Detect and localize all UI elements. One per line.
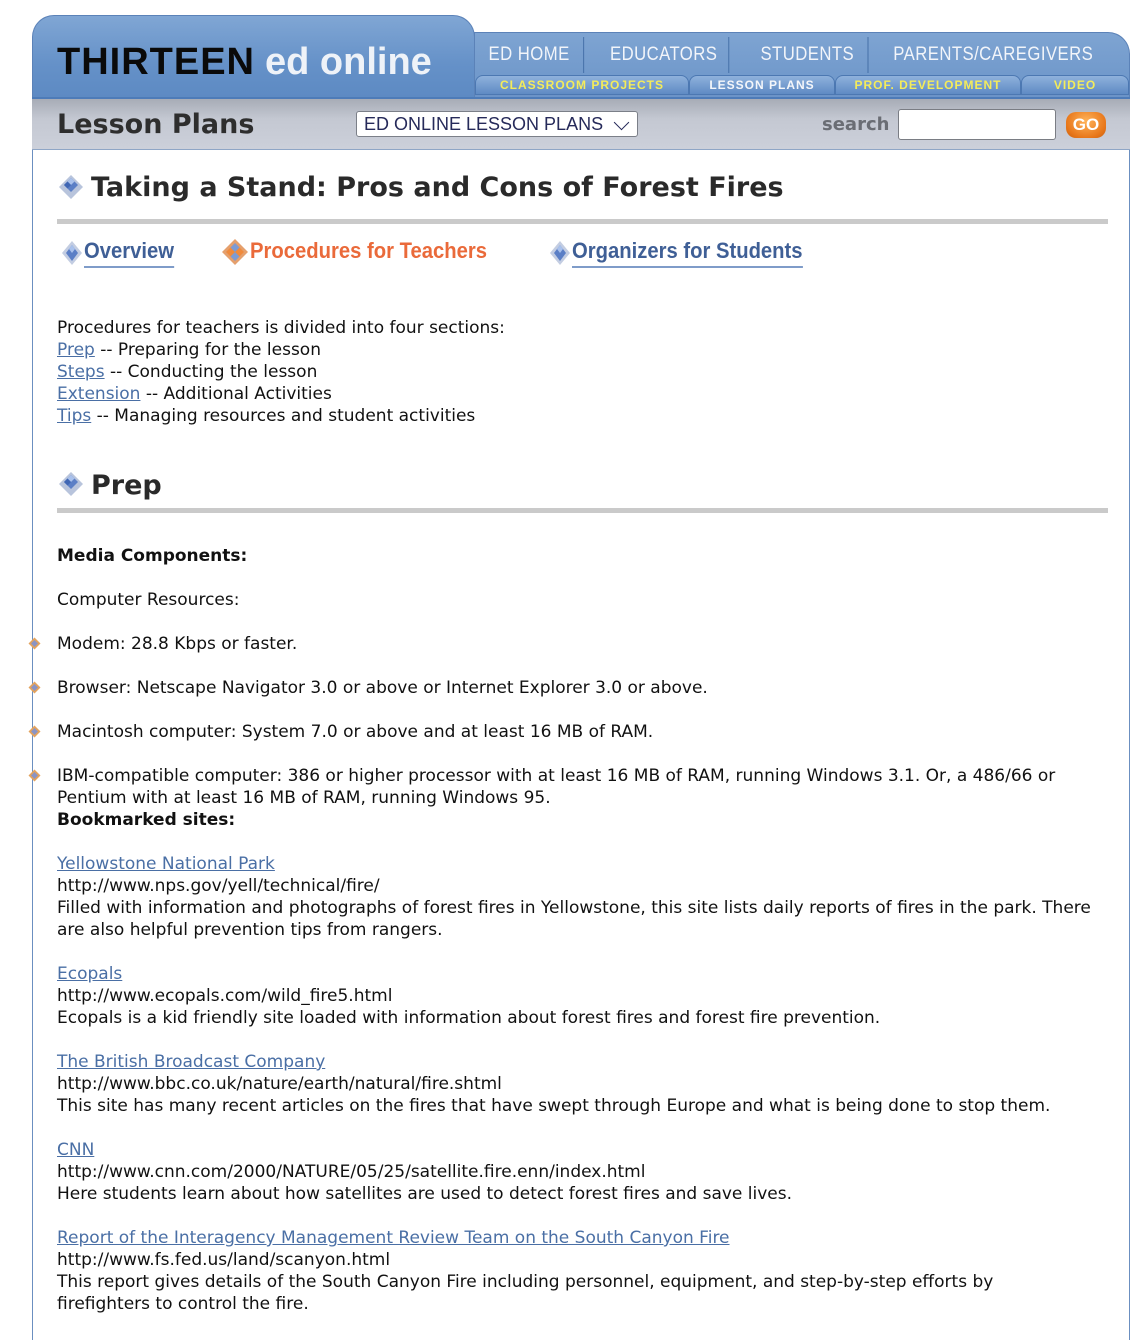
steps-link[interactable]: Steps — [57, 362, 105, 382]
section-link-row — [57, 361, 317, 383]
diamond-blue-icon — [58, 174, 84, 200]
site-entry — [57, 1051, 1117, 1117]
section-link-row — [57, 405, 475, 427]
requirement-item: Macintosh computer: System 7.0 or above and at least 16 MB of RAM. — [57, 722, 654, 742]
tab-label: Organizers for Students — [572, 238, 803, 268]
site-link-ecopals[interactable]: Ecopals — [57, 964, 123, 984]
tab-overview[interactable] — [60, 238, 182, 268]
intro-text: Procedures for teachers is divided into four sections: — [57, 318, 505, 338]
logo-thirteen: THIRTEEN — [57, 41, 255, 83]
site-entry — [57, 1227, 1057, 1315]
diamond-bullet-icon — [28, 637, 41, 650]
nav-educators[interactable] — [599, 37, 729, 73]
prep-heading: Prep — [91, 470, 162, 501]
site-description: This site has many recent articles on the fires that have swept through Europe and what is being done to stop them. — [57, 1096, 1051, 1116]
search-label: search — [822, 114, 890, 135]
site-link-yellowstone[interactable]: Yellowstone National Park — [57, 854, 275, 874]
nav-label: STUDENTS — [760, 44, 855, 65]
site-description: Here students learn about how satellites are used to detect forest fires and save lives. — [57, 1184, 793, 1204]
subnav-prof-development[interactable] — [835, 75, 1021, 95]
site-entry — [57, 963, 1117, 1029]
title-divider — [57, 219, 1108, 224]
section-desc: -- Additional Activities — [140, 384, 332, 404]
diamond-bullet-icon — [28, 725, 41, 738]
diamond-blue-icon — [58, 471, 84, 497]
diamond-bullet-icon — [28, 681, 41, 694]
logo-text — [57, 39, 432, 85]
site-url: http://www.bbc.co.uk/nature/earth/natural/fire.shtml — [57, 1074, 502, 1094]
prep-divider — [57, 508, 1108, 513]
nav-label: PARENTS/CAREGIVERS — [893, 44, 1094, 65]
site-url: http://www.ecopals.com/wild_fire5.html — [57, 986, 393, 1006]
chevron-down-icon — [614, 115, 630, 131]
subnav-classroom-projects[interactable] — [475, 75, 689, 95]
section-header-bar — [32, 97, 1130, 150]
site-select-value: ED ONLINE LESSON PLANS — [364, 113, 604, 134]
prep-link[interactable]: Prep — [57, 340, 95, 360]
bookmarked-sites-heading: Bookmarked sites: — [57, 810, 236, 830]
subnav-lesson-plans[interactable] — [689, 75, 835, 95]
subnav-video[interactable] — [1021, 75, 1129, 95]
sub-nav — [475, 75, 1129, 97]
subnav-label: LESSON PLANS — [709, 78, 815, 92]
nav-students[interactable] — [747, 37, 868, 73]
section-title: Lesson Plans — [57, 109, 255, 140]
diamond-blue-icon — [548, 239, 572, 267]
nav-parents-caregivers[interactable] — [885, 37, 1101, 73]
site-url: http://www.cnn.com/2000/NATURE/05/25/satellite.fire.enn/index.html — [57, 1162, 646, 1182]
requirement-item: Modem: 28.8 Kbps or faster. — [57, 634, 298, 654]
diamond-bullet-icon — [28, 769, 41, 782]
subnav-label: VIDEO — [1053, 78, 1097, 92]
page-title: Taking a Stand: Pros and Cons of Forest Fires — [91, 172, 784, 203]
go-button[interactable] — [1066, 112, 1106, 138]
requirement-item: IBM-compatible computer: 386 or higher processor with at least 16 MB of RAM, running Windows 3.1. Or, a 486/66 or Pentium with at least 16 MB of RAM, running Windows 95. — [57, 766, 1056, 808]
search-input[interactable] — [898, 109, 1056, 140]
diamond-blue-icon — [60, 239, 84, 267]
section-desc: -- Preparing for the lesson — [94, 340, 321, 360]
nav-label: EDUCATORS — [609, 44, 718, 65]
subnav-label: CLASSROOM PROJECTS — [499, 78, 664, 92]
section-desc: -- Conducting the lesson — [104, 362, 318, 382]
main-nav — [475, 37, 1131, 73]
tab-organizers-for-students[interactable] — [548, 238, 823, 268]
extension-link[interactable]: Extension — [57, 384, 141, 404]
tab-procedures-for-teachers[interactable] — [220, 238, 508, 266]
section-link-row — [57, 339, 321, 361]
site-link-south-canyon-report[interactable]: Report of the Interagency Management Review Team on the South Canyon Fire — [57, 1228, 730, 1248]
site-description: Filled with information and photographs of forest fires in Yellowstone, this site lists daily reports of fires in the park. There are also helpful prevention tips from rangers. — [57, 898, 1091, 940]
nav-ed-home[interactable] — [475, 37, 584, 73]
section-desc: -- Managing resources and student activities — [91, 406, 476, 426]
media-components-heading: Media Components: — [57, 546, 248, 566]
tips-link[interactable]: Tips — [57, 406, 92, 426]
site-description: Ecopals is a kid friendly site loaded with information about forest fires and forest fire prevention. — [57, 1008, 881, 1028]
section-link-row — [57, 383, 332, 405]
tab-label: Overview — [84, 238, 174, 268]
logo-ed-online: ed online — [265, 41, 432, 83]
top-navigation — [474, 32, 1130, 98]
site-description: This report gives details of the South Canyon Fire including personnel, equipment, and step-by-step efforts by firefighters to control the fire. — [57, 1272, 994, 1314]
site-select-dropdown[interactable] — [356, 111, 638, 137]
site-url: http://www.nps.gov/yell/technical/fire/ — [57, 876, 380, 896]
site-url: http://www.fs.fed.us/land/scanyon.html — [57, 1250, 391, 1270]
requirement-item: Browser: Netscape Navigator 3.0 or above or Internet Explorer 3.0 or above. — [57, 678, 708, 698]
subnav-label: PROF. DEVELOPMENT — [854, 78, 1002, 92]
site-link-bbc[interactable]: The British Broadcast Company — [57, 1052, 326, 1072]
site-entry — [57, 1139, 1117, 1205]
nav-label: ED HOME — [488, 44, 570, 65]
site-entry — [57, 853, 1117, 941]
computer-resources-label: Computer Resources: — [57, 590, 240, 610]
tab-label: Procedures for Teachers — [250, 238, 487, 263]
thirteen-ed-online-logo[interactable] — [32, 15, 475, 97]
go-label: GO — [1072, 115, 1100, 134]
site-link-cnn[interactable]: CNN — [57, 1140, 95, 1160]
diamond-orange-icon — [220, 238, 250, 266]
